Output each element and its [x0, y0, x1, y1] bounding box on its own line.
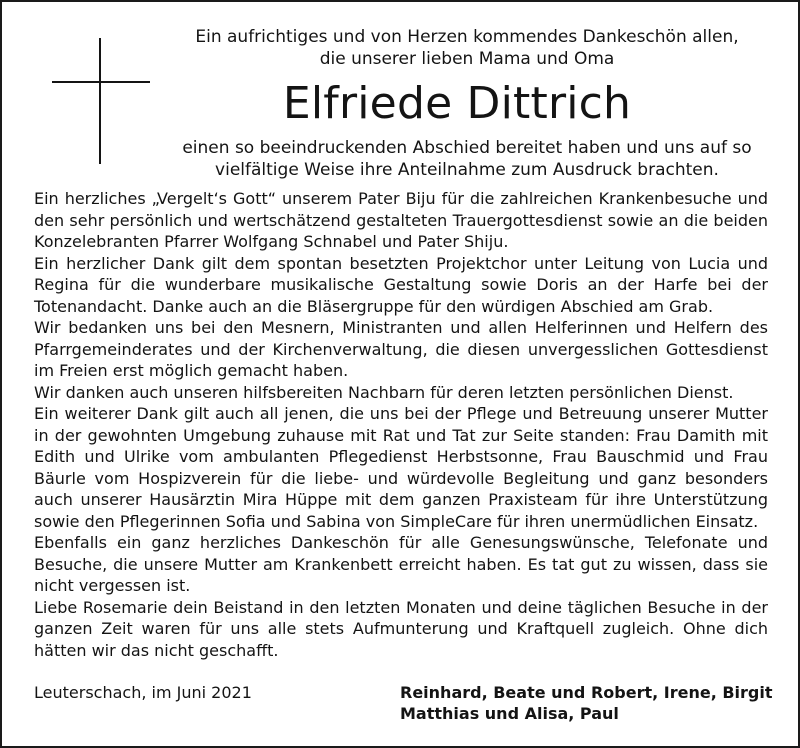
subtitle-line-2: vielfältige Weise ihre Anteilnahme zum Ausdruck brachten. [215, 160, 719, 180]
paragraph-rosemarie: Liebe Rosemarie dein Beistand in den letzten Monaten und deine täglichen Besuche in der ganzen Zeit waren für uns alle stets Aufmunterung und Kraftquell zugleich. Ohne dich hätten wir das nicht geschafft. [34, 597, 768, 660]
cross-horizontal-bar [52, 81, 150, 83]
paragraph-care: Ein weiterer Dank gilt auch all jenen, die uns bei der Pflege und Betreuung unserer Mutter in der gewohnten Umgebung zuhause mit Rat und Tat zur Seite standen: Frau Damith mit Edith und Ulrike vom ambulanten Pflegedienst Herbstsonne, Frau Bauschmid und Frau Bäurle vom Hospizverein für die liebe- und würdevolle Begleitung und ganz besonders auch unserer Hausärztin Mira Hüppe mit dem ganzen Praxisteam für ihre Unterstützung sowie den Pflegerinnen Sofia und Sabina von SimpleCare für ihren unermüdlichen Einsatz. [34, 404, 768, 531]
signature-line-1: Reinhard, Beate und Robert, Irene, Birgit [400, 683, 773, 702]
cross-icon [52, 38, 150, 164]
paragraph-choir: Ein herzlicher Dank gilt dem spontan besetzten Projektchor unter Leitung von Lucia und Regina für die wunderbare musikalische Gestaltung sowie Doris an der Harfe bei der Totenandacht. Danke auch an die Bläsergruppe für den würdigen Abschied am Grab. [34, 253, 768, 316]
cross-vertical-bar [99, 38, 101, 164]
deceased-name: Elfriede Dittrich [282, 78, 632, 129]
intro-line-1: Ein aufrichtiges und von Herzen kommendes Dankeschön allen, [195, 27, 739, 47]
intro-line-2: die unserer lieben Mama und Oma [319, 49, 615, 69]
paragraph-neighbors: Wir danken auch unseren hilfsbereiten Nachbarn für deren letzten persönlichen Dienst. [34, 382, 734, 402]
thank-you-body [34, 188, 768, 661]
signature-line-2: Matthias und Alisa, Paul [400, 704, 619, 723]
paragraph-wishes: Ebenfalls ein ganz herzliches Dankeschön für alle Genesungswünsche, Telefonate und Besuche, die unsere Mutter am Krankenbett erreicht haben. Es tat gut zu wissen, dass sie nicht vergessen ist. [34, 533, 768, 595]
paragraph-parish: Wir bedanken uns bei den Mesnern, Ministranten und allen Helferinnen und Helfern des Pfarrgemeinderates und der Kirchenverwaltung, die diesen unvergesslichen Gottesdienst im Freien erst möglich gemacht haben. [34, 318, 768, 380]
subtitle-text [152, 137, 782, 181]
paragraph-pastor: Ein herzliches „Vergelt‘s Gott“ unserem Pater Biju für die zahlreichen Krankenbesuche und den sehr persönlich und wertschätzend gestalteten Trauergottesdienst sowie an die beiden Konzelebranten Pfarrer Wolfgang Schnabel und Pater Shiju. [34, 189, 768, 251]
intro-text [152, 26, 782, 70]
family-signature [400, 682, 773, 724]
subtitle-line-1: einen so beeindruckenden Abschied bereitet haben und uns auf so [182, 138, 752, 158]
place-date: Leuterschach, im Juni 2021 [34, 683, 252, 702]
